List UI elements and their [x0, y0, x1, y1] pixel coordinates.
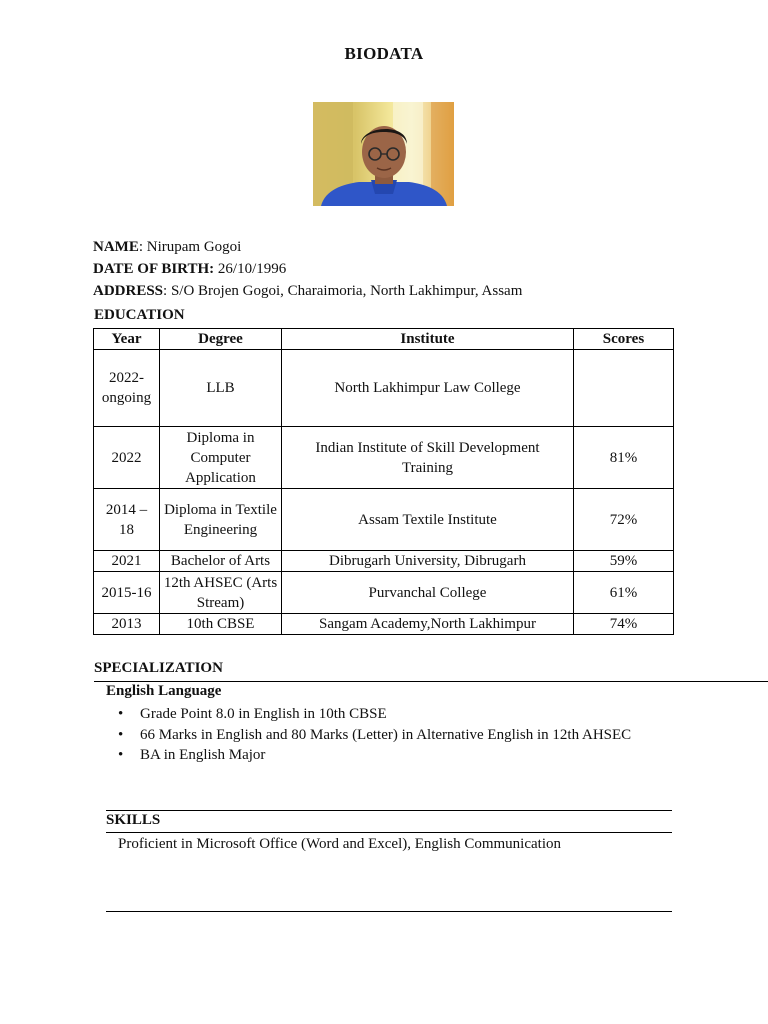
specialization-list	[118, 704, 631, 766]
cell-score: 59%	[574, 551, 674, 572]
cell-degree: Diploma in Computer Application	[160, 427, 282, 489]
address-value: : S/O Brojen Gogoi, Charaimoria, North Lakhimpur, Assam	[163, 283, 523, 299]
column-header-degree: Degree	[160, 329, 282, 350]
skills-text: Proficient in Microsoft Office (Word and Excel), English Communication	[118, 836, 561, 852]
cell-degree: 10th CBSE	[160, 614, 282, 635]
specialization-divider	[94, 681, 768, 682]
cell-score: 74%	[574, 614, 674, 635]
list-item-text: 66 Marks in English and 80 Marks (Letter) in Alternative English in 12th AHSEC	[140, 726, 632, 743]
name-line	[93, 239, 241, 256]
bullet-icon: •	[118, 747, 124, 763]
cell-degree: Diploma in Textile Engineering	[160, 489, 282, 551]
table-row	[94, 551, 674, 572]
table-row	[94, 350, 674, 427]
column-header-institute: Institute	[282, 329, 574, 350]
cell-score: 61%	[574, 572, 674, 614]
skills-bottom-divider	[106, 911, 672, 912]
dob-value: 26/10/1996	[214, 261, 287, 277]
table-header-row	[94, 329, 674, 350]
cell-year: 2014 – 18	[94, 489, 160, 551]
table-row	[94, 427, 674, 489]
list-item	[118, 725, 631, 746]
table-row	[94, 572, 674, 614]
cell-institute: Indian Institute of Skill Development Training	[282, 427, 574, 489]
cell-score: 81%	[574, 427, 674, 489]
cell-degree: LLB	[160, 350, 282, 427]
profile-photo	[313, 102, 454, 206]
column-header-year: Year	[94, 329, 160, 350]
name-label: NAME	[93, 239, 139, 255]
list-item-text: BA in English Major	[140, 747, 266, 763]
dob-line	[93, 261, 286, 278]
column-header-scores: Scores	[574, 329, 674, 350]
name-value: : Nirupam Gogoi	[138, 239, 242, 255]
cell-institute: Dibrugarh University, Dibrugarh	[282, 551, 574, 572]
cell-score: 72%	[574, 489, 674, 551]
skills-top-divider	[106, 810, 672, 811]
cell-year: 2022	[94, 427, 160, 489]
specialization-subheading: English Language	[106, 683, 222, 699]
cell-degree: Bachelor of Arts	[160, 551, 282, 572]
bullet-icon: •	[118, 706, 124, 722]
specialization-heading: SPECIALIZATION	[94, 660, 223, 676]
table-row	[94, 489, 674, 551]
bullet-icon: •	[118, 726, 124, 743]
cell-year: 2021	[94, 551, 160, 572]
cell-year: 2013	[94, 614, 160, 635]
cell-institute: Sangam Academy,North Lakhimpur	[282, 614, 574, 635]
cell-year: 2022-ongoing	[94, 350, 160, 427]
table-row	[94, 614, 674, 635]
person-photo-illustration	[313, 102, 454, 206]
address-line	[93, 283, 522, 300]
address-label: ADDRESS	[93, 283, 164, 299]
list-item	[118, 704, 631, 725]
cell-degree: 12th AHSEC (Arts Stream)	[160, 572, 282, 614]
skills-heading-divider	[106, 832, 672, 833]
cell-institute: North Lakhimpur Law College	[282, 350, 574, 427]
cell-institute: Assam Textile Institute	[282, 489, 574, 551]
dob-label: DATE OF BIRTH:	[93, 261, 215, 277]
document-title: BIODATA	[344, 44, 424, 63]
list-item	[118, 745, 631, 766]
skills-heading: SKILLS	[106, 812, 161, 828]
education-heading: EDUCATION	[94, 307, 185, 323]
cell-year: 2015-16	[94, 572, 160, 614]
cell-institute: Purvanchal College	[282, 572, 574, 614]
list-item-text: Grade Point 8.0 in English in 10th CBSE	[140, 706, 387, 722]
cell-score	[574, 350, 674, 427]
education-table	[93, 328, 674, 635]
